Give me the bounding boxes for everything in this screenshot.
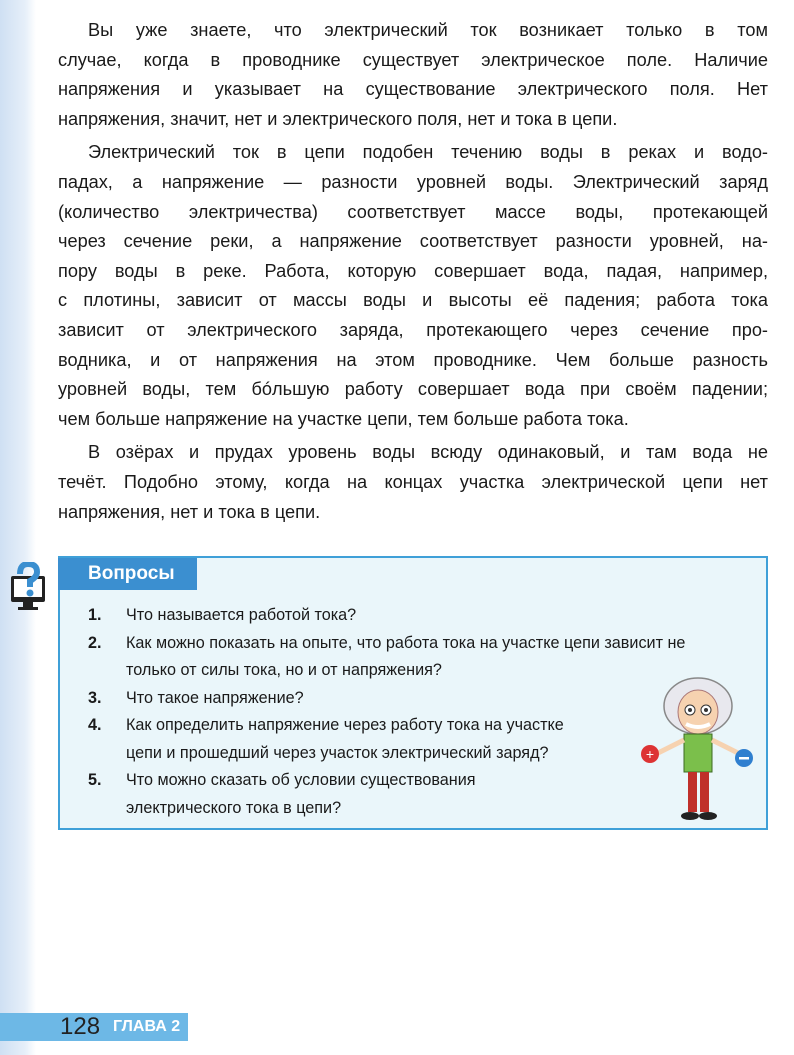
question-number: 1. (88, 606, 102, 624)
text-line: течёт. Подобно этому, когда на концах участка электрической цепи нет (58, 471, 768, 492)
text-line: (количество электричества) соответствует массе воды, протекающей (58, 201, 768, 222)
text-line: В озёрах и прудах уровень воды всюду одинаковый, и там вода не (88, 442, 768, 463)
question-number: 3. (88, 688, 102, 707)
text-line: падах, а напряжение — разности уровней воды. Электрический заряд (58, 171, 768, 192)
svg-text:+: + (645, 746, 655, 762)
question-item (88, 602, 648, 630)
text-line: пору воды в реке. Работа, которую совершает вода, падая, например, (58, 260, 768, 281)
question-text: Как определить напряжение через работу тока на участке (126, 716, 564, 734)
body-text (58, 16, 768, 531)
page-margin-strip (0, 0, 36, 1055)
chapter-label: ГЛАВА 2 (113, 1018, 181, 1035)
question-text: только от силы тока, но и от напряжения? (126, 661, 442, 679)
questions-list (88, 602, 686, 822)
question-text: цепи и прошедший через участок электрический заряд? (126, 743, 549, 762)
question-number: 2. (88, 633, 102, 652)
page-number: 128 (60, 1013, 101, 1040)
question-item (88, 712, 648, 767)
question-item (88, 767, 648, 822)
question-text: Как можно показать на опыте, что работа тока на участке цепи зависит не (126, 633, 686, 652)
question-computer-icon (8, 562, 48, 612)
text-line: напряжения и указывает на существование электрического поля. Нет (58, 79, 768, 100)
text-line: чем больше напряжение на участке цепи, тем больше работа тока. (58, 408, 629, 429)
scientist-mascot-illustration (636, 668, 756, 828)
paragraph-1 (58, 16, 768, 134)
text-line: с плотины, зависит от массы воды и высоты её падения; работа тока (58, 290, 768, 311)
text-line: водника, и от напряжения на этом проводнике. Чем больше разность (58, 349, 768, 370)
question-text: электрического тока в цепи? (126, 798, 342, 817)
question-item (88, 685, 648, 713)
questions-title: Вопросы (58, 558, 197, 590)
text-line: Электрический ток в цепи подобен течению воды в реках и водо- (88, 142, 768, 163)
text-line: Вы уже знаете, что электрический ток возникает только в том (88, 20, 768, 40)
paragraph-3 (58, 438, 768, 527)
text-line: зависит от электрического заряда, протекающего через сечение про- (58, 319, 768, 340)
text-line: уровней воды, тем бóльшую работу совершает вода при своём падении; (58, 379, 768, 400)
paragraph-2 (58, 138, 768, 434)
text-line: напряжения, нет и тока в цепи. (58, 501, 321, 522)
question-text: Что можно сказать об условии существования (126, 771, 476, 789)
text-line: случае, когда в проводнике существует электрическое поле. Наличие (58, 49, 768, 70)
text-line: напряжения, значит, нет и электрического поля, нет и тока в цепи. (58, 108, 618, 129)
text-line: через сечение реки, а напряжение соответствует разности уровней, на- (58, 231, 768, 252)
question-number: 5. (88, 771, 102, 789)
question-number: 4. (88, 716, 102, 734)
question-text: Что называется работой тока? (126, 606, 357, 624)
question-item (88, 630, 686, 685)
question-text: Что такое напряжение? (126, 688, 304, 707)
